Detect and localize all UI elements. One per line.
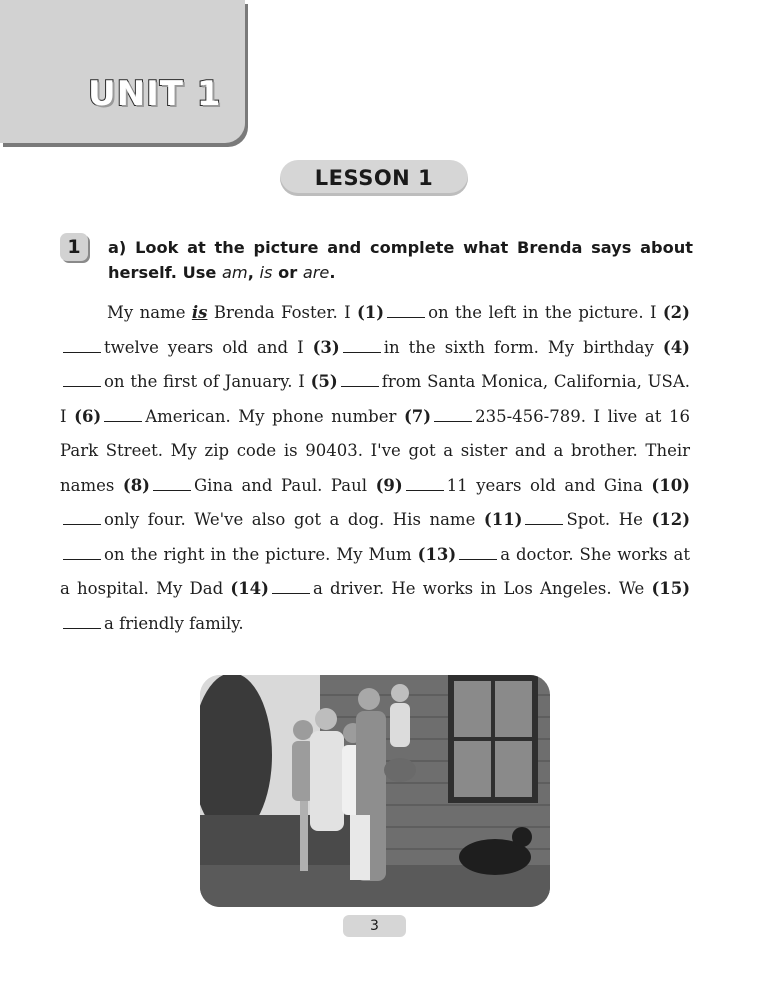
page-number: 3: [343, 915, 406, 937]
answer-blank[interactable]: [153, 478, 191, 491]
answer-blank[interactable]: [459, 547, 497, 560]
answer-blank[interactable]: [343, 340, 381, 353]
word-is: is: [259, 263, 273, 282]
lesson-title: LESSON 1: [280, 160, 468, 196]
answer-blank[interactable]: [104, 409, 142, 422]
family-photo: [200, 675, 550, 907]
exercise-passage: My name is Brenda Foster. I (1) on the left in the picture. I (2)twelve years old and I (3) in the sixth form. My birthday (4)on the first of January. I (5) from Santa Monica, California, USA. I (6) American. My phone number (7) 235-456-789. I live at 16 Park Street. My zip code is 90403. I've got a sister and a brother. Their names (8) Gina and Paul. Paul (9) 11 years old and Gina (10)only four. We've also got a dog. His name (11) Spot. He (12)on the right in the picture. My Mum (13) a doctor. She works at a hospital. My Dad (14) a driver. He works in Los Angeles. We (15)a friendly family.: [60, 303, 691, 633]
exercise-number-badge: 1: [60, 233, 88, 261]
answer-blank[interactable]: [63, 374, 101, 387]
exercise-instruction: a) Look at the picture and complete what Brenda says about herself. Use am, is or are.: [108, 238, 693, 282]
word-am: am: [222, 263, 248, 282]
answer-blank[interactable]: [63, 547, 101, 560]
answer-blank[interactable]: [63, 512, 101, 525]
word-are: are: [302, 263, 330, 282]
answer-blank[interactable]: [63, 340, 101, 353]
answer-blank[interactable]: [387, 305, 425, 318]
unit-header-tab: [0, 0, 245, 143]
answer-blank[interactable]: [272, 581, 310, 594]
example-answer: is: [191, 303, 208, 322]
answer-blank[interactable]: [341, 374, 379, 387]
answer-blank[interactable]: [434, 409, 472, 422]
answer-blank[interactable]: [406, 478, 444, 491]
answer-blank[interactable]: [63, 616, 101, 629]
answer-blank[interactable]: [525, 512, 563, 525]
unit-title: UNIT 1: [88, 74, 222, 114]
